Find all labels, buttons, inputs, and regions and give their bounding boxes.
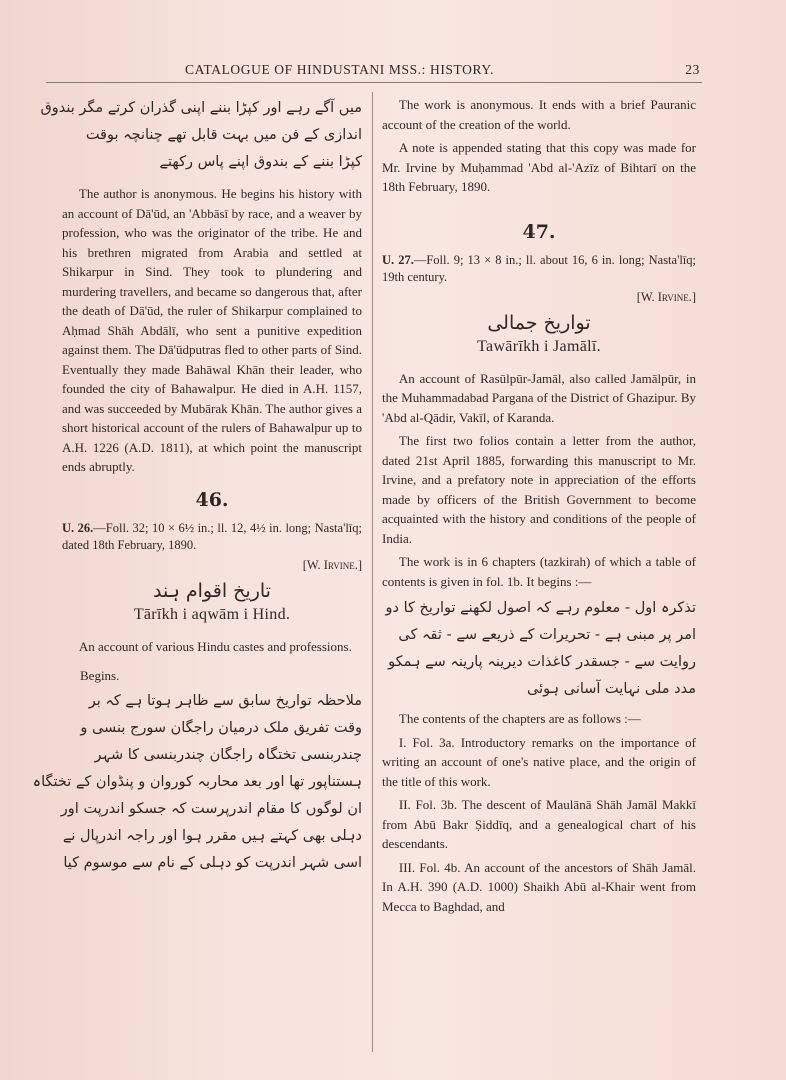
right-column bbox=[382, 95, 696, 920]
urdu-line: دہلی بھی کہتے ہیں مقرر ہوا اور راجہ اندرپال نے bbox=[62, 827, 362, 844]
urdu-line: مدد ملی نہایت آسانی ہوئی bbox=[527, 681, 696, 697]
column-divider bbox=[372, 92, 373, 1052]
urdu-line: چندربنسی تختگاہ راجگان چندربنسی کا شہر bbox=[94, 746, 362, 763]
page-number: 23 bbox=[685, 62, 700, 77]
header-rule bbox=[46, 82, 702, 83]
urdu-title: تواریخ جمالی bbox=[487, 311, 591, 334]
urdu-line: امر پر مبنی ہے - تحریرات کے ذریعے سے - ثقہ کی bbox=[398, 627, 696, 643]
urdu-line: میں آگے رہے اور کپڑا بننے اپنی گذران کرتے مگر بندوق bbox=[40, 100, 362, 116]
urdu-line: کپڑا بننے کے بندوق اپنے پاس رکھتے bbox=[159, 154, 362, 170]
description-paragraph: The first two folios contain a letter from the author, dated 21st April 1885, forwarding this manuscript to Mr. Irvine, and a prefatory note in appreciation of the efforts made by officers of the British Government to become acquainted with the history and conditions of the people of India. bbox=[382, 433, 696, 546]
chapter-entry: III. Fol. 4b. An account of the ancestors of Shāh Jamāl. In A.H. 390 (A.D. 1000) Shaikh Abū al-Khair went from Mecca to Baghdad, and bbox=[382, 859, 696, 914]
urdu-line: ملاحظہ تواریخ سابق سے ظاہر ہوتا ہے کہ بر bbox=[88, 692, 362, 709]
shelf-details: —Foll. 32; 10 × 6½ in.; ll. 12, 4½ in. long; Nasta'līq; dated 18th February, 1890. bbox=[62, 521, 362, 552]
description-paragraph: An account of various Hindu castes and professions. bbox=[78, 638, 352, 654]
description-paragraph: The work is in 6 chapters (tazkirah) of which a table of contents is given in fol. 1b. It begins :— bbox=[382, 554, 696, 589]
urdu-title: تاریخ اقوام ہند bbox=[153, 579, 271, 602]
entry-number-46: 46. bbox=[195, 488, 229, 511]
chapter-entry: II. Fol. 3b. The descent of Maulānā Shāh Jamāl Makkī from Abū Bakr Ṣiddīq, and a genealogical chart of his descendants. bbox=[382, 797, 696, 851]
description-paragraph: An account of Rasūlpūr-Jamāl, also called Jamālpūr, in the Muhammadabad Pargana of the District of Ghazipur. By 'Abd al-Qādir, Vakīl, of Karanda. bbox=[382, 370, 696, 425]
urdu-line: تذکرہ اول - معلوم رہے کہ اصول لکھنے تواریخ کا دو bbox=[385, 600, 696, 616]
urdu-line: اندازی کے فن میں بہت قابل تھے چنانچہ بوقت bbox=[85, 127, 362, 143]
urdu-extract-continued bbox=[40, 95, 362, 176]
running-title: CATALOGUE OF HINDUSTANI MSS.: HISTORY. bbox=[185, 62, 494, 77]
shelfmark: U. 26. bbox=[62, 521, 94, 535]
shelfmark: U. 27. bbox=[382, 253, 414, 267]
description-paragraph: A note is appended stating that this copy was made for Mr. Irvine by Muḥammad 'Abd al-'Azīz of Bihtarī on the 18th February, 1890. bbox=[382, 140, 696, 194]
chapter-entry: I. Fol. 3a. Introductory remarks on the importance of writing an account of one's native place, and the origin of the title of this work. bbox=[382, 734, 696, 789]
description-paragraph: The author is anonymous. He begins his history with an account of Dā'ūd, an 'Abbāsī by race, and a weaver by profession, who was the originator of the tribe. He and his brethren migrated from Arabia and settled at Shikarpur in Sind. They took to plundering and murdering travellers, and became so dangerous that, after the death of Dā'ūd, the ruler of Shikarpur complained to Aḥmad Shāh Abdālī, who sent a punitive expedition against them. The Dā'ūdputras fled to other parts of Sind. Eventually they made Bahāwal Khān their leader, who founded the city of Bahawalpur. He died in A.H. 1157, and was succeeded by Mubārak Khān. The author gives a short historical account of the rulers of Bahawalpur up to A.H. 1226 (A.D. 1811), at which point the manuscript ends abruptly. bbox=[62, 186, 362, 474]
transliterated-title: Tawārīkh i Jamālī. bbox=[477, 338, 601, 355]
description-paragraph: The contents of the chapters are as follows :— bbox=[398, 711, 641, 726]
entry-number-47: 47. bbox=[522, 220, 556, 243]
begins-label: Begins. bbox=[80, 668, 120, 683]
urdu-incipit bbox=[32, 688, 362, 877]
urdu-line: اسی شہر اندرپت کو دہلی کے نام سے موسوم کیا bbox=[63, 854, 362, 871]
transliterated-title: Tārīkh i aqwām i Hind. bbox=[133, 606, 291, 623]
shelf-description bbox=[62, 520, 362, 554]
urdu-line: ان لوگوں کا مقام اندرپرست کہ جسکو اندرپت اور bbox=[60, 800, 362, 817]
left-column bbox=[32, 95, 362, 883]
acquisition-note: [W. Irvine.] bbox=[302, 558, 362, 572]
description-paragraph: The work is anonymous. It ends with a brief Pauranic account of the creation of the world. bbox=[382, 97, 696, 132]
urdu-incipit bbox=[382, 595, 696, 703]
acquisition-note: [W. Irvine.] bbox=[636, 290, 696, 304]
shelf-description bbox=[382, 252, 696, 286]
urdu-line: وقت تفریق ملک درمیان راجگان سورج بنسی و bbox=[80, 719, 362, 736]
urdu-line: روایت سے - جسقدر کاغذات دیرینہ پارینہ سے ہمکو bbox=[388, 654, 696, 670]
shelf-details: —Foll. 9; 13 × 8 in.; ll. about 16, 6 in. long; Nasta'līq; 19th century. bbox=[382, 253, 696, 284]
urdu-line: ہستناپور تھا اور بعد محاربہ کوروان و پنڈوان کے تختگاہ bbox=[32, 773, 362, 790]
